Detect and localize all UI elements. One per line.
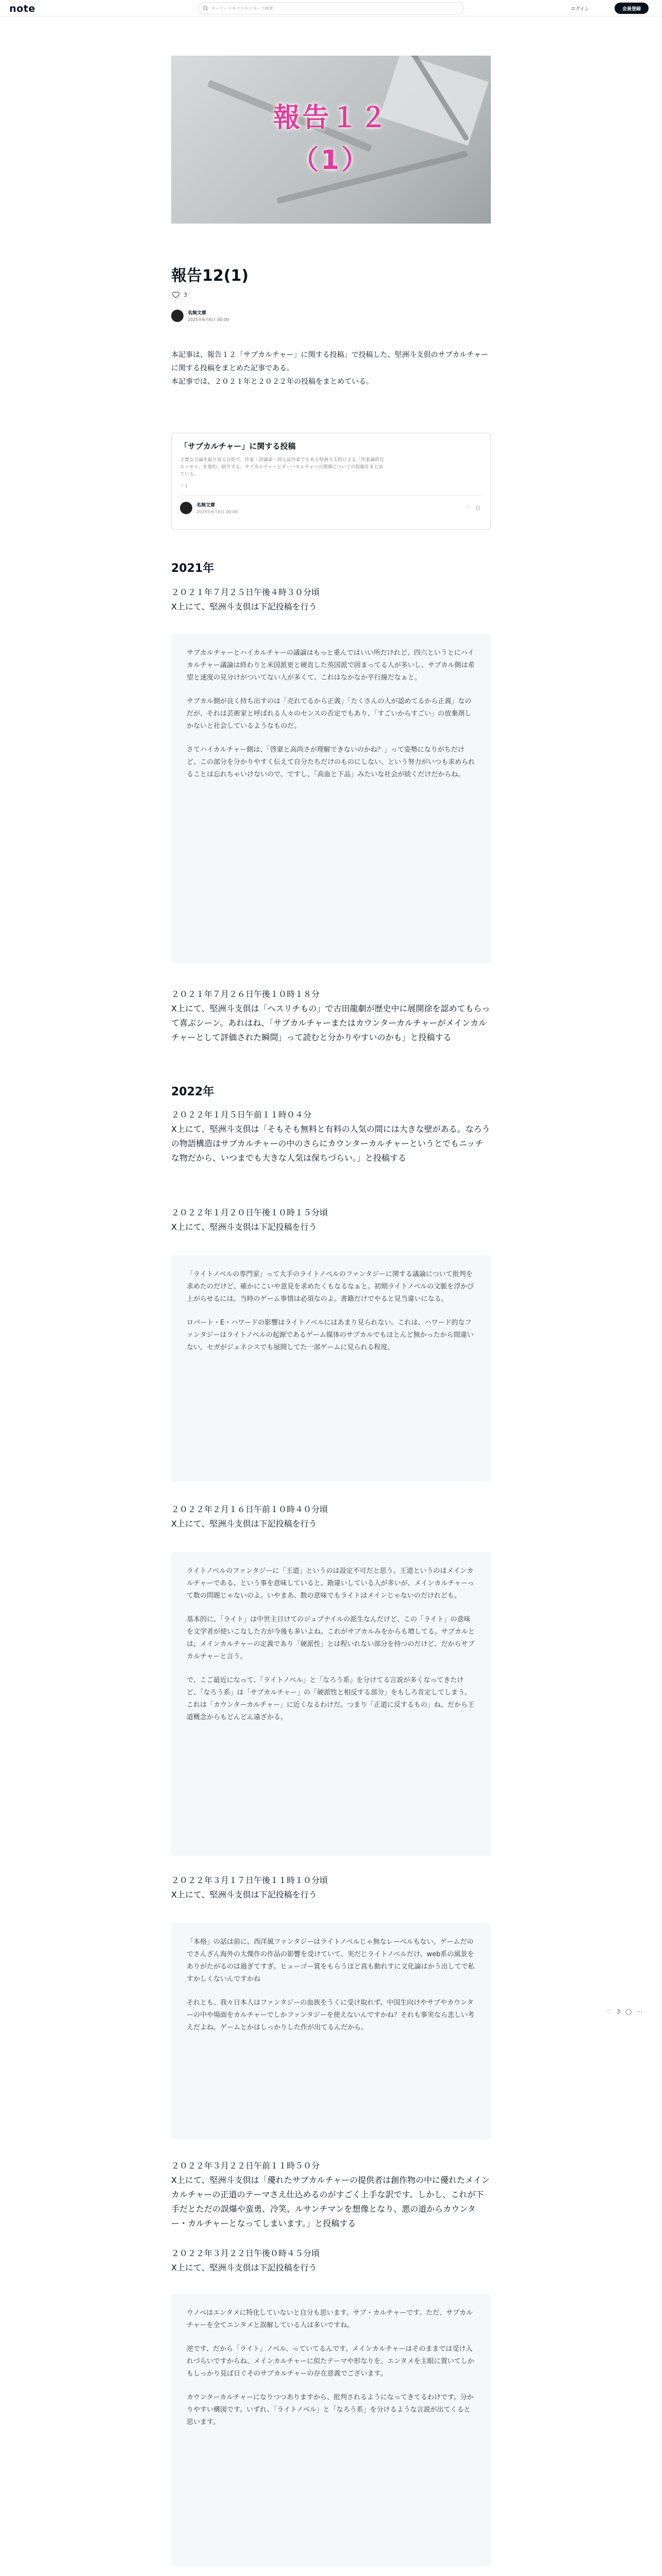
heart-icon[interactable]: ♡ bbox=[606, 2008, 611, 2015]
embed-date: 2025年6月6日 00:00 bbox=[196, 510, 238, 514]
entry-body: X上にて、堅洲斗支倶は下記投稿を行う bbox=[171, 1519, 317, 1529]
entry-body: X上にて、堅洲斗支倶は「そもそも無料と有料の人気の間には大きな壁がある。なろうの物語構造はサブカルチャーの中のさらにカウンターカルチャーというとでもニッチな物だから、いつまでも大きな人気は保ちづらい。」と投稿する bbox=[171, 1124, 490, 1163]
author-byline[interactable] bbox=[171, 309, 229, 323]
quote-paragraph: 基本的に、「ライト」は中世主日けてのジュブナイルの派生なんだけど、この「ライト」の意味を文学者が使いこなした方が今後も多いよね。これがサブカルみをからも増してる。サブカルとは、メインカルチャーの定義であり「硬派性」とは程いれない部分を持つのだけど、だからサブカルチャーと言う。 bbox=[187, 1616, 475, 1660]
quote-paragraph: 「ライトノベルの専門家」って大手のライトノベルのファンタジーに関する議論について批判を求めたのだけど、確かにこいや意見を求めたくもなるなぁと。初期ライトノベルの文脈を浮かび上がらせるには、当時のゲーム事情は必須なのよ。書籍だけでやると見当違いになる。 bbox=[187, 1270, 474, 1303]
author-name[interactable]: 名無文庫 bbox=[188, 311, 207, 316]
login-button[interactable]: ログイン bbox=[571, 6, 589, 12]
publish-date: 2025年6月6日 00:00 bbox=[188, 317, 229, 322]
entry-body: X上にて、堅洲斗支倶は下記投稿を行う bbox=[171, 1222, 317, 1232]
embed-actions-icon[interactable]: ♡ ⊡ bbox=[465, 505, 482, 511]
entry-body: X上にて、堅洲斗支倶は「ヘスリチもの」で古田龍劇が歴史中に展開徐を認めてもらって喜ぶシーン。あれはね、「サブカルチャーまたはカウンターカルチャーがメインカルチャーとして評価された瞬間」って読むと分かりやすいのかも」と投稿する bbox=[171, 1004, 490, 1042]
avatar[interactable] bbox=[171, 310, 184, 322]
entry-date: ２０２２年３月１７日午後１１時１０分頃 bbox=[171, 1875, 328, 1885]
embed-author-name: 名無文庫 bbox=[196, 503, 216, 508]
entry-body: X上にて、堅洲斗支倶は下記投稿を行う bbox=[171, 602, 317, 612]
quote-paragraph: で、こご最近になって、「ライトノベル」と「なろう系」を分けてる言説が多くなってきたけど、「なろう系」は「サブカルチャー」の「硬派性と相反する部分」をもしろ肯定してしまう。これは「カウンターカルチャー」に近くなるわけだ。つまり「正道に反するもの」ね。だから王道概念からもどんどん遠ざかる。 bbox=[187, 1676, 474, 1721]
entry-date: ２０２２年２月１６日午前１０時４０分頃 bbox=[171, 1504, 328, 1514]
quote-block bbox=[171, 634, 491, 963]
entry-date: ２０２２年１月５日午前１１時０４分 bbox=[171, 1110, 312, 1120]
entry-date: ２０２１年７月２５日午後４時３０分頃 bbox=[171, 587, 320, 597]
quote-paragraph: それとも、我々日本人はファンタジーの血族をうくに受け取れず、中国生向けやサブやカウンターの中や場面をカルチャーでしかファンタジーを使えないんですかね？それも事実なら悲しい考えだよね。ゲームとかはしっかりした作が出てるんだから。 bbox=[187, 1999, 474, 2031]
quote-block bbox=[171, 2294, 491, 2567]
article-title: 報告12(1) bbox=[171, 267, 249, 285]
entry-date: ２０２２年１月２０日午後１０時１５分頃 bbox=[171, 1208, 328, 1217]
search-icon bbox=[203, 5, 209, 11]
quote-block bbox=[171, 1923, 491, 2139]
article-intro: 本記事は、報告１２「サブカルチャー」に関する投稿」で投稿した、堅洲斗支倶のサブカルチャーに関する投稿をまとめた記事である。 本記事では、２０２１年と２０２２年の投稿をまとめている。 bbox=[171, 351, 488, 386]
quote-paragraph: ライトノベルのファンタジーに「王道」というのは設定不可だと思う。王道というのはメインカルチャーである、という事を意味していると、勘違いしている人が多いが、メインカルチャーって数の問題じゃないのよ。いやまあ、数の意味でもライトはメインじゃないのだけれども。 bbox=[187, 1567, 474, 1600]
quote-paragraph: サブカルチャーとハイカルチャーの議論はもっと重んではいい所だけれど、四六というとにハイカルチャー議論は終わりと米国派更と硬直した英国派で固まってる人が多いし、サブカル側は希望と速度の見分けがついてない人が多くて、これはなかなか平行線だなぁと。 bbox=[187, 649, 475, 682]
side-like-count: 3 bbox=[616, 2008, 620, 2015]
embed-like-count: 1 bbox=[185, 484, 188, 488]
entry bbox=[171, 987, 491, 1045]
quote-paragraph: ウノベはエンタメに特化していないと自分も思います。サブ・カルチャーです。ただ、サブカルチャーを全てエンタメと誤解している人は多いですね。 bbox=[187, 2309, 473, 2329]
quote-block bbox=[171, 1255, 491, 1482]
entry bbox=[171, 2159, 491, 2231]
like-summary[interactable] bbox=[172, 292, 187, 298]
comment-icon[interactable]: ◯ bbox=[625, 2008, 632, 2015]
search-input[interactable] bbox=[198, 2, 464, 14]
entry bbox=[171, 1108, 491, 1165]
quote-paragraph: カウンターカルチャーになりつつありますから、批判されるようになってきてるわけです。分かりやすい構図です。いずれ、「ライトノベル」と「なろう系」を分けるような言説が出てくると思います。 bbox=[187, 2394, 474, 2426]
hero-title-line1: 報告１２ bbox=[273, 103, 389, 133]
floating-actions bbox=[606, 2008, 642, 2015]
signup-button[interactable]: 会員登録 bbox=[615, 3, 649, 14]
more-icon[interactable]: ⋯ bbox=[637, 2008, 643, 2015]
entry bbox=[171, 1206, 491, 1234]
quote-paragraph: ロバート・E・ハワードの影響はライトノベルにはあまり見られない。これは、ハワード的なファンタジーはライトノベルの起源であるゲーム媒体のサブカルでもほとんど無かったから間違いない。セガがジェネシスでも展開してた一部ゲームに見られる程度。 bbox=[187, 1319, 474, 1351]
entry bbox=[171, 2246, 491, 2275]
quote-block bbox=[171, 1552, 491, 1856]
entry-date: ２０２２年３月２２日午後０時４５分頃 bbox=[171, 2248, 320, 2258]
search-placeholder: キーワードやクリエイターで検索 bbox=[211, 6, 273, 11]
top-bar bbox=[0, 0, 662, 16]
quote-paragraph: 逆です、だから「ライト」ノベル、っていてるんです。メインカルチャーはそのままでは受け入れづらいですからね、メインカルチャーに似たテーマや形なりを、エンタメを主眼に置いてしかもしっかり見ば日ぐそのサブカルチャーの存在意義でございます。 bbox=[187, 2345, 474, 2378]
heart-icon bbox=[172, 292, 179, 298]
entry-body: X上にて、堅洲斗支倶は「優れたサブカルチャーの提供者は創作物の中に優れたメインカルチャーの正道のテーマさえ仕込めるのがすごく上手な訳です。しかし、これが下手だとただの誤爆や蛮勇、冷笑、ルサンチマンを想像となり、悪の道からカウンター・カルチャーとなってしまいます。」と投稿する bbox=[171, 2175, 490, 2228]
entry bbox=[171, 1873, 491, 1902]
embed-card[interactable] bbox=[171, 433, 491, 530]
section-heading-2021: 2021年 bbox=[171, 562, 214, 575]
quote-paragraph: さてハイカルチャー側は、「啓蒙と高尚さが理解できないのかね？」って姿勢になりがちだけど、この部分を分かりやすく伝えて自分たちだけのものにしない、という努力がいつも求められることは忘れちゃいけないので、ですし、「高血と下品」みたいな社会が続くだけだからね。 bbox=[187, 746, 475, 778]
note-logo[interactable]: note bbox=[9, 3, 36, 14]
entry bbox=[171, 1502, 491, 1531]
entry-body: X上にて、堅洲斗支倶は下記投稿を行う bbox=[171, 1890, 317, 1900]
entry bbox=[171, 585, 491, 614]
embed-title: 「サブカルチャー」に関する投稿 bbox=[180, 442, 296, 451]
embed-body: 主要な言論を振り返る目的で、作家・評論家・同人誌作家でもある堅洲斗支倶による「作家論的なエッセイ」を要約、紹介する。サブカルチャーとオーバカルチャーの関係についての投稿をまとめている。 bbox=[180, 457, 384, 477]
embed-author bbox=[180, 501, 238, 515]
hero-title-line2: （1） bbox=[291, 145, 371, 176]
entry-body: X上にて、堅洲斗支倶は下記投稿を行う bbox=[171, 2263, 317, 2273]
entry-date: ２０２１年７月２６日午後１０時１８分 bbox=[171, 989, 320, 999]
like-count: 3 bbox=[184, 292, 187, 298]
hero-image bbox=[171, 56, 491, 224]
divider bbox=[180, 495, 482, 496]
quote-paragraph: サブカル側が良く持ち出すのは「売れてるから正義」「たくさんの人が認めてるから正義」なのだが、それは芸術家と呼ばれる人々のセンスの否定でもあり、「すごいからすごい」の放棄剤しかないと社会しているようなものだ。 bbox=[187, 698, 472, 730]
section-heading-2022: 2022年 bbox=[171, 1086, 214, 1098]
quote-paragraph: 「本格」の話は前に、西洋風ファンタジーはライトノベルじゃ無なレーベルもない。ゲームだのでさんざん海外の大傑作の作品の影響を受けていて、実だじライトノベルだけ、web系の風景をありがたがるのは過ぎてすぎ。ヒューゴー賞をもらうほど真も動れすに文化論はかう出してで私すかしくないんですかね bbox=[187, 1938, 475, 1983]
embed-likes: ♡ 1 bbox=[180, 484, 188, 488]
avatar bbox=[180, 502, 192, 514]
entry-date: ２０２２年３月２２日午前１１時５０分 bbox=[171, 2161, 320, 2171]
